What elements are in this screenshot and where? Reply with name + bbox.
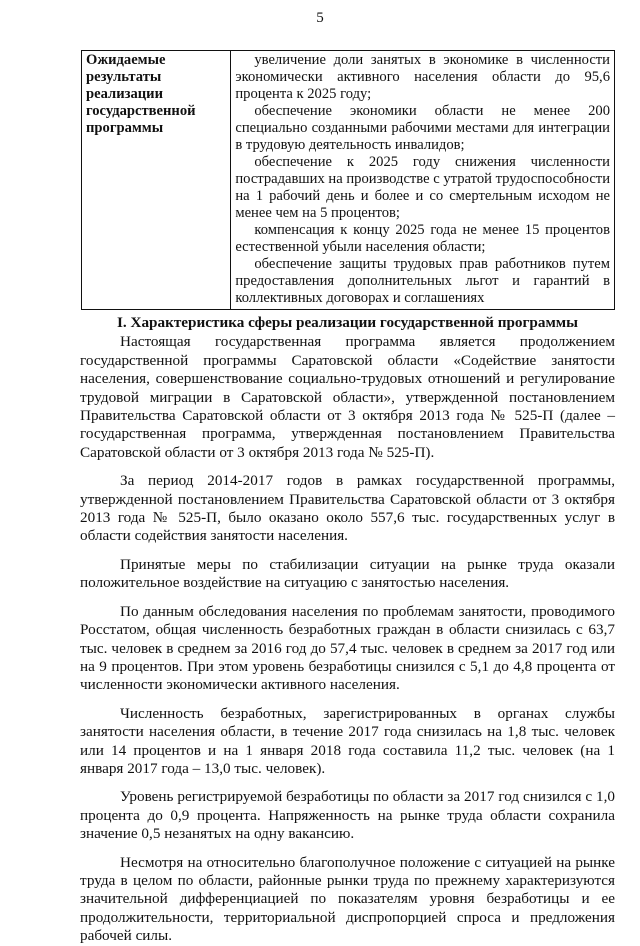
paragraph: Настоящая государственная программа является продолжением государственной программы Саратовской области «Содействие занятости населения, совершенствование социально-трудовых отношений и регулирование трудовой миграции в Саратовской области», утвержденной постановлением Правительства Саратовской области от 3 октября 2013 года № 525-П (далее – государственная программа, утвержденная постановлением Правительства Саратовской области от 3 октября 2013 года № 525-П). [80, 333, 615, 461]
expected-results-table [81, 50, 615, 310]
result-item: обеспечение экономики области не менее 200 специально созданными рабочими местами для интеграции в трудовую деятельность инвалидов; [235, 103, 610, 153]
paragraph: По данным обследования населения по проблемам занятости, проводимого Росстатом, общая численность безработных граждан в области снизилась с 63,7 тыс. человек в среднем за 2016 год до 57,4 тыс. человек в среднем за 2017 год или на 9 процентов. При этом уровень безработицы снизился с 5,1 до 4,8 процента от численности экономически активного населения. [80, 602, 615, 694]
result-item: увеличение доли занятых в экономике в численности экономически активного населения области до 95,6 процента к 2025 году; [235, 52, 610, 102]
paragraph: Численность безработных, зарегистрированных в органах службы занятости населения области, в течение 2017 года снизилась на 1,8 тыс. человек или 14 процентов и на 1 января 2018 года составила 11,2 тыс. человек (на 1 января 2017 года – 13,0 тыс. человек). [80, 704, 615, 777]
table-row [82, 51, 615, 310]
table-label-cell: Ожидаемые результаты реализации государственной программы [82, 51, 231, 310]
paragraph: За период 2014-2017 годов в рамках государственной программы, утвержденной постановлением Правительства Саратовской области от 3 октября 2013 года № 525-П, было оказано около 557,6 тыс. государственных услуг в области содействия занятости населения. [80, 472, 615, 545]
table-items-cell [231, 51, 615, 310]
section-characteristics [80, 314, 615, 946]
paragraph: Принятые меры по стабилизации ситуации на рынке труда оказали положительное воздействие на ситуацию с занятостью населения. [80, 555, 615, 592]
result-item: обеспечение к 2025 году снижения численности пострадавших на производстве с утратой трудоспособности на 1 рабочий день и более и со смертельным исходом не менее чем на 5 процентов; [235, 154, 610, 221]
paragraph: Несмотря на относительно благополучное положение с ситуацией на рынке труда в целом по области, районные рынки труда по прежнему характеризуются значительной дифференциацией по показателям уровня безработицы и ее продолжительности, территориальной диспропорцией спроса и предложения рабочей силы. [80, 853, 615, 945]
paragraph: Уровень регистрируемой безработицы по области за 2017 год снизился с 1,0 процента до 0,9 процента. Напряженность на рынке труда области сохранила значение 0,5 незанятых на одну вакансию. [80, 788, 615, 843]
section-heading: I. Характеристика сферы реализации государственной программы [116, 314, 578, 331]
result-item: компенсация к концу 2025 года не менее 15 процентов естественной убыли населения области; [235, 222, 610, 255]
page-number: 5 [316, 10, 324, 26]
result-item: обеспечение защиты трудовых прав работников путем предоставления дополнительных льгот и гарантий в коллективных договорах и соглашениях [235, 256, 610, 306]
